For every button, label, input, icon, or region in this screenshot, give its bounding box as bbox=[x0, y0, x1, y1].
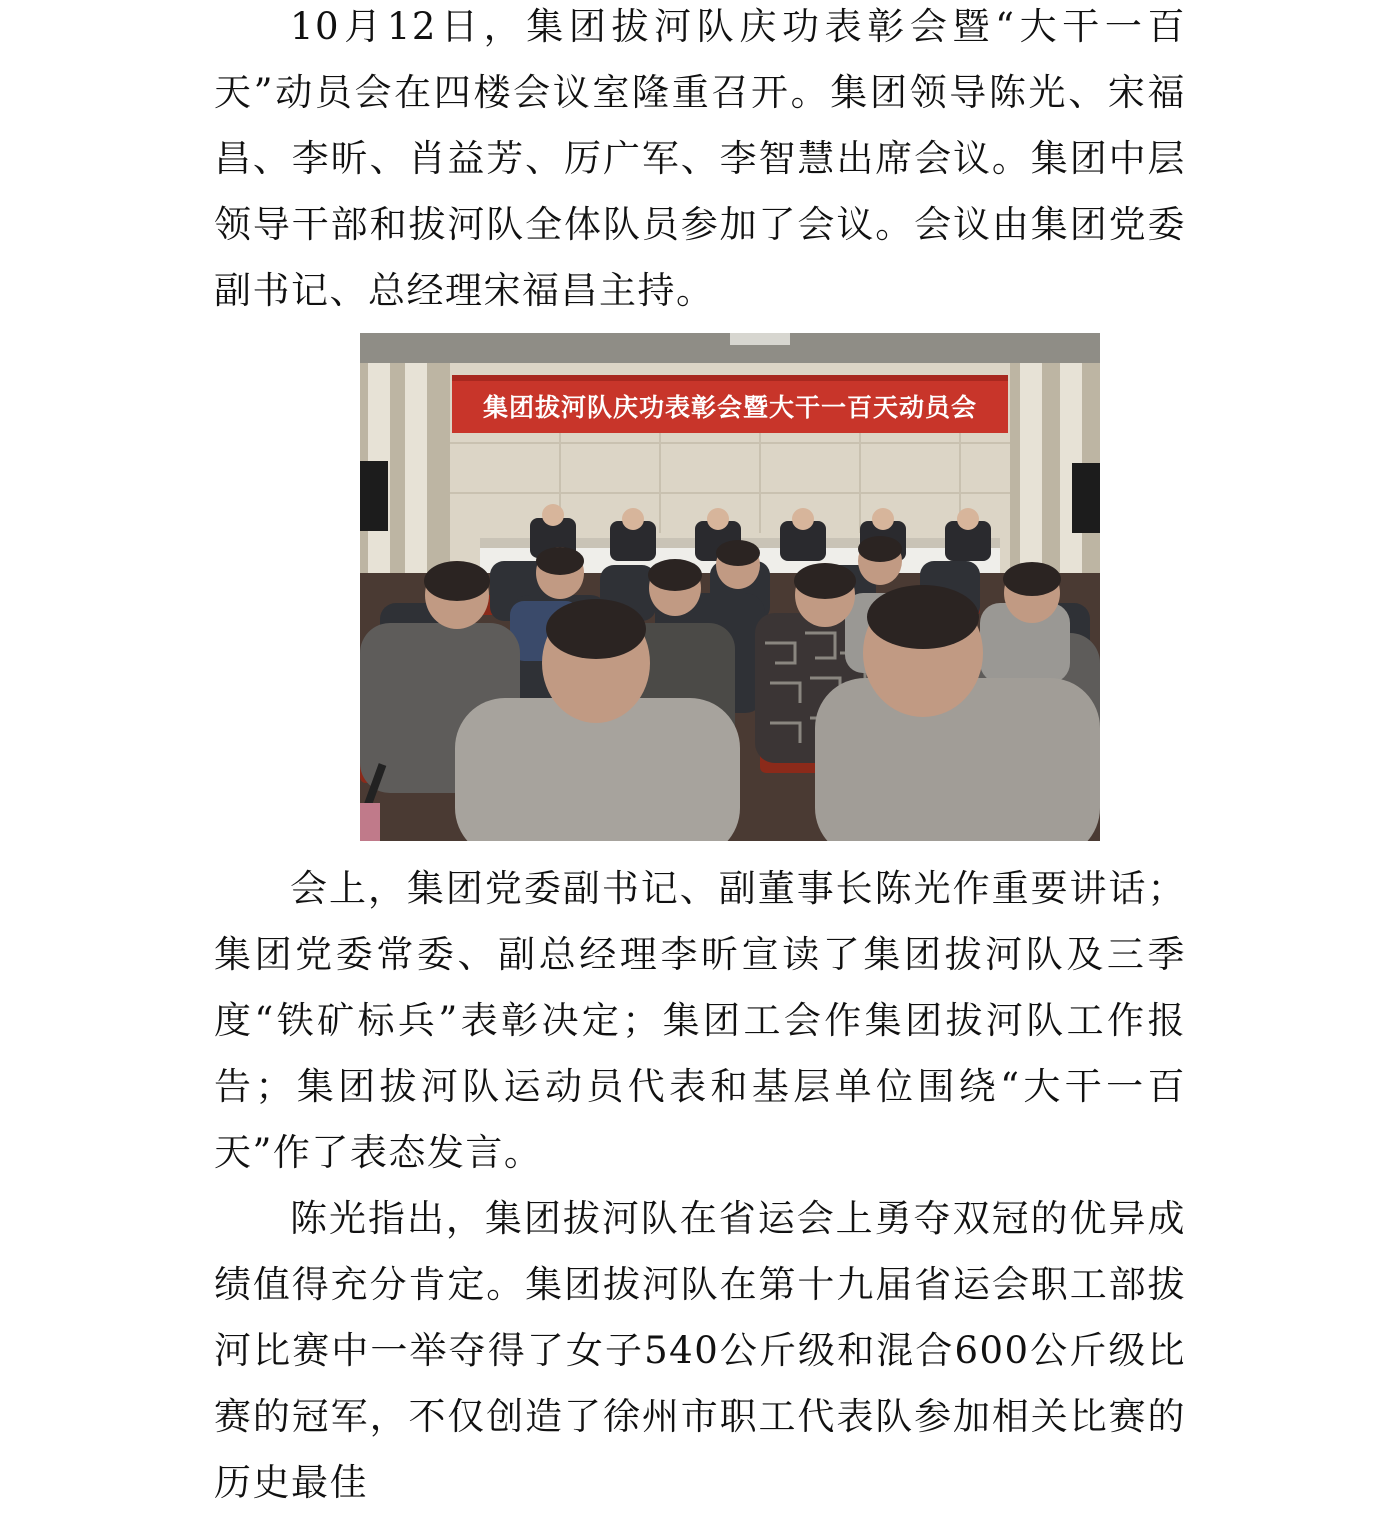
paragraph-3: 陈光指出，集团拔河队在省运会上勇夺双冠的优异成绩值得充分肯定。集团拔河队在第十九届省运会职工部拔河比赛中一举夺得了女子540公斤级和混合600公斤级比赛的冠军，不仅创造了徐州市职工代表队参加相关比赛的历史最佳 bbox=[214, 1197, 1186, 1504]
banner-text: 集团拔河队庆功表彰会暨大干一百天动员会 bbox=[482, 393, 978, 422]
paragraph-2: 会上，集团党委副书记、副董事长陈光作重要讲话；集团党委常委、副总经理李昕宣读了集团拔河队及三季度“铁矿标兵”表彰决定；集团工会作集团拔河队工作报告；集团拔河队运动员代表和基层单位围绕“大干一百天”作了表态发言。 bbox=[214, 867, 1186, 1174]
paragraph-1: 10月12日，集团拔河队庆功表彰会暨“大干一百天”动员会在四楼会议室隆重召开。集团领导陈光、宋福昌、李昕、肖益芳、厉广军、李智慧出席会议。集团中层领导干部和拔河队全体队员参加了会议。会议由集团党委副书记、总经理宋福昌主持。 bbox=[214, 5, 1186, 312]
meeting-photo bbox=[360, 333, 1100, 841]
